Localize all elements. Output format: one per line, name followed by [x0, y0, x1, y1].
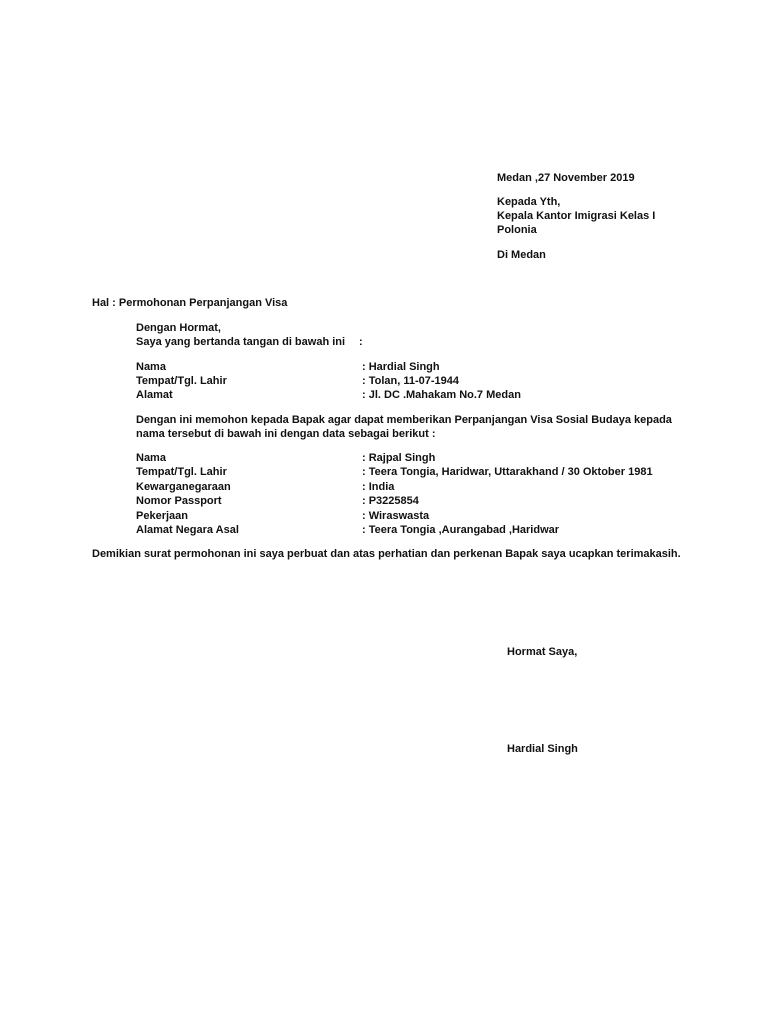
- request-line-1: Dengan ini memohon kepada Bapak agar dapat memberikan Perpanjangan Visa Sosial Budaya kepada: [136, 414, 672, 426]
- person-name-label: Nama: [136, 452, 166, 464]
- applicant-address-value: : Jl. DC .Mahakam No.7 Medan: [362, 389, 521, 401]
- person-birth-value: : Teera Tongia, Haridwar, Uttarakhand / 30 Oktober 1981: [362, 466, 653, 478]
- place-date: Medan ,27 November 2019: [497, 172, 635, 184]
- subject-line: Hal : Permohonan Perpanjangan Visa: [92, 297, 288, 309]
- person-occupation-label: Pekerjaan: [136, 510, 188, 522]
- person-nationality-label: Kewarganegaraan: [136, 481, 231, 493]
- closing-statement: Demikian surat permohonan ini saya perbuat dan atas perhatian dan perkenan Bapak saya ucapkan terimakasih.: [92, 548, 681, 560]
- person-origin-address-value: : Teera Tongia ,Aurangabad ,Haridwar: [362, 524, 560, 536]
- person-passport-label: Nomor Passport: [136, 495, 222, 507]
- recipient-line-3: Polonia: [497, 224, 537, 236]
- applicant-birth-value: : Tolan, 11-07-1944: [362, 375, 460, 387]
- person-birth-label: Tempat/Tgl. Lahir: [136, 466, 227, 478]
- intro-text: Saya yang bertanda tangan di bawah ini: [136, 336, 346, 348]
- applicant-name-value: : Hardial Singh: [362, 361, 440, 373]
- person-occupation-value: : Wiraswasta: [362, 510, 430, 522]
- signatory-name: Hardial Singh: [507, 743, 578, 755]
- recipient-line-2: Kepala Kantor Imigrasi Kelas I: [497, 210, 656, 222]
- request-line-2: nama tersebut di bawah ini dengan data sebagai berikut :: [136, 428, 436, 440]
- signoff: Hormat Saya,: [507, 646, 578, 658]
- recipient-city: Di Medan: [497, 249, 546, 261]
- applicant-address-label: Alamat: [136, 389, 173, 401]
- intro-colon: :: [359, 336, 363, 348]
- person-origin-address-label: Alamat Negara Asal: [136, 524, 239, 536]
- recipient-line-1: Kepada Yth,: [497, 196, 561, 208]
- applicant-birth-label: Tempat/Tgl. Lahir: [136, 375, 227, 387]
- applicant-name-label: Nama: [136, 361, 166, 373]
- greeting: Dengan Hormat,: [136, 322, 221, 334]
- person-passport-value: : P3225854: [362, 495, 419, 507]
- person-nationality-value: : India: [362, 481, 395, 493]
- person-name-value: : Rajpal Singh: [362, 452, 436, 464]
